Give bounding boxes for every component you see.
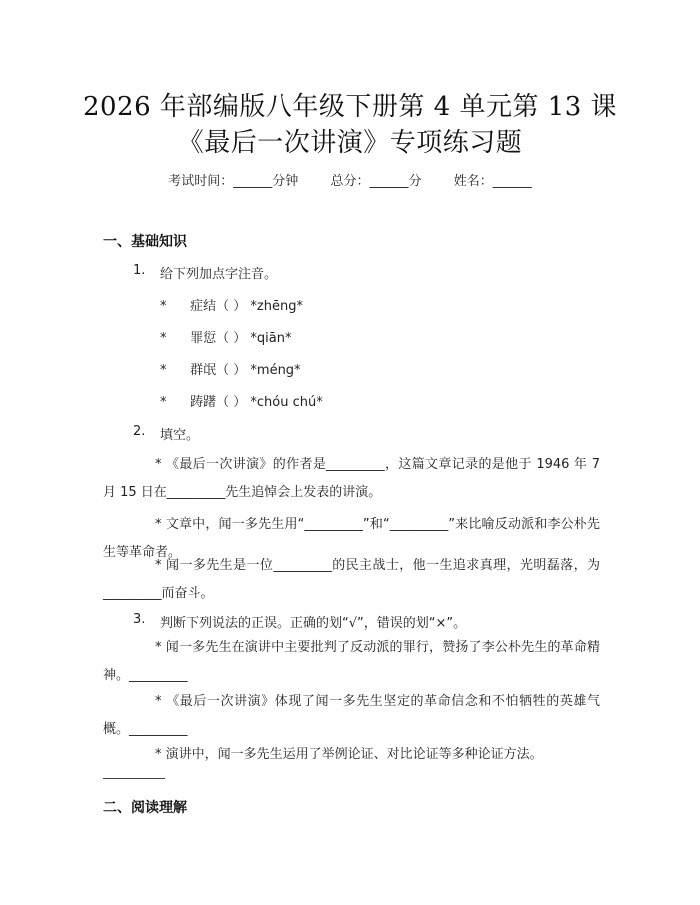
pinyin-item-text: 踌躇（ ） *chóu chú*: [190, 395, 323, 410]
total-score-field: 总分：______分: [330, 174, 422, 189]
question-number-1: 1.: [133, 263, 146, 278]
fill-blank-item: * 闻一多先生是一位_________的民主战士，他一生追求真理，光明磊落，为_________而奋斗。: [103, 558, 600, 601]
fill-blank-item: * 《最后一次讲演》的作者是_________，这篇文章记录的是他于 1946 年 7 月 15 日在_________先生追悼会上发表的讲演。: [103, 457, 600, 500]
question-number-3: 3.: [133, 612, 146, 627]
bullet-star: *: [160, 299, 167, 314]
fill-blank-item: * 文章中，闻一多先生用“_________”和“_________”来比喻反动派和李公朴先生等革命者。: [103, 517, 600, 560]
list-item: [160, 327, 291, 346]
answer-blank-line: [103, 778, 165, 779]
true-false-item: * 演讲中，闻一多先生运用了举例论证、对比论证等多种论证方法。: [155, 747, 543, 762]
true-false-item: * 闻一多先生在演讲中主要批判了反动派的罪行，赞扬了李公朴先生的革命精神。_________: [103, 640, 600, 683]
student-name-field: 姓名：______: [453, 174, 532, 189]
bullet-star: *: [160, 363, 167, 378]
section-heading-reading: 二、阅读理解: [103, 800, 187, 816]
list-item: [160, 391, 323, 410]
pinyin-item-text: 群氓（ ） *méng*: [190, 363, 301, 378]
list-item: [160, 295, 303, 314]
bullet-star: *: [160, 395, 167, 410]
page-title-line-1: 2026 年部编版八年级下册第 4 单元第 13 课: [82, 92, 618, 122]
page-title-line-2: 《最后一次讲演》专项练习题: [177, 128, 523, 158]
question-text-1: 给下列加点字注音。: [160, 267, 278, 282]
question-text-2: 填空。: [160, 428, 200, 443]
pinyin-item-text: 罪愆（ ） *qiān*: [190, 331, 292, 346]
section-heading-basic-knowledge: 一、基础知识: [103, 234, 187, 250]
list-item: [160, 359, 301, 378]
true-false-item: * 《最后一次讲演》体现了闻一多先生坚定的革命信念和不怕牺牲的英雄气概。_________: [103, 694, 600, 737]
bullet-star: *: [160, 331, 167, 346]
question-number-2: 2.: [133, 424, 146, 439]
exam-info-row: [0, 170, 700, 189]
question-text-3: 判断下列说法的正误。正确的划“√”，错误的划“×”。: [160, 616, 467, 631]
pinyin-item-text: 症结（ ） *zhēng*: [190, 299, 303, 314]
exam-time-field: 考试时间：______分钟: [168, 174, 299, 189]
